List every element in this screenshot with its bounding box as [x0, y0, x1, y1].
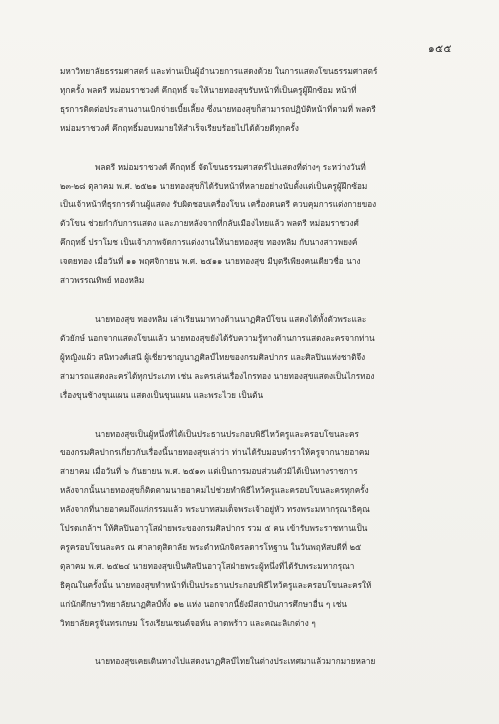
paragraph: นายทองสุขเป็นผู้หนึ่งที่ได้เป็นประธานประกอบพิธีไหว้ครูและครอบโขนละคร ของกรมศิลปากรเกี่ยวกับเรื่องนี้นายทองสุขเล่าว่า ท่านได้รับมอบตำราให้ครูจากนายอาคม สายาคม เมื่อวันที่ ๖ กันยายน พ.ศ. ๒๕๑๓ แต่เป็นการมอบส่วนตัวมิได้เป็นทางราชการ หลังจากนั้นนายทองสุขก็ติดตามนายอาคมไปช่วยทำพิธีไหว้ครูและครอบโขนละครทุกครั้ง หลังจากที่นายอาคมถึงแก่กรรมแล้ว พระบาทสมเด็จพระเจ้าอยู่หัว ทรงพระมหากรุณาธิคุณ โปรดเกล้าฯ ให้ศิลปินอาวุโสฝ่ายพระของกรมศิลปากร รวม ๕ คน เข้ารับพระราชทานเป็น ครูครอบโขนละคร ณ ศาลาดุสิดาลัย พระตำหนักจิตรลดารโหฐาน ในวันพฤหัสบดีที่ ๒๕ ตุลาคม พ.ศ. ๒๕๒๔ นายทองสุขเป็นศิลปินอาวุโสฝ่ายพระผู้หนึ่งที่ได้รับพระมหากรุณา ธิคุณในครั้งนั้น นายทองสุขทำหน้าที่เป็นประธานประกอบพิธีไหว้ครูและครอบโขนละครให้ แก่นักศึกษาวิทยาลัยนาฏศิลป์ทั้ง ๑๒ แห่ง นอกจากนี้ยังมีสถาบันการศึกษาอื่น ๆ เช่น วิทยาลัยครูจันทรเกษม โรงเรียนเซนต์จอห์น ลาดพร้าว และคณะลิเกต่าง ๆ [60, 428, 372, 628]
paragraph: นายทองสุขเคยเดินทางไปแสดงนาฏศิลป์ไทยในต่างประเทศมาแล้วมากมายหลาย [95, 656, 376, 667]
paragraph: พลตรี หม่อมราชวงศ์ คึกฤทธิ์ จัดโขนธรรมศาสตร์ไปแสดงที่ต่างๆ ระหว่างวันที่ ๒๓-๒๘ ตุลาคม พ.ศ. ๒๕๒๑ นายทองสุขก็ได้รับหน้าที่หลายอย่างนับตั้งแต่เป็นครูผู้ฝึกซ้อม เป็นเจ้าหน้าที่ธุรการด้านผู้แสดง รับผิดชอบเครื่องโขน เครื่องดนตรี ควบคุมการแต่งกายของ ตัวโขน ช่วยกำกับการแสดง และภายหลังจากที่กลับเมืองไทยแล้ว พลตรี หม่อมราชวงศ์ คึกฤทธิ์ ปราโมช เป็นเจ้าภาพจัดการแต่งงานให้นายทองสุข ทองหลิม กับนางสาวพยงค์ เจดยทอง เมื่อวันที่ ๑๑ พฤศจิกายน พ.ศ. ๒๕๑๑ นายทองสุข มีบุตรีเพียงคนเดียวชื่อ นาง สาวพรรณทิพย์ ทองหลิม [60, 161, 377, 286]
body-text [60, 62, 445, 691]
page-number: ๑๕๕ [427, 43, 452, 55]
paragraph: มหาวิทยาลัยธรรมศาสตร์ และท่านเป็นผู้อำนวยการแสดงด้วย ในการแสดงโขนธรรมศาสตร์ ทุกครั้ง พลตรี หม่อมราชวงศ์ คึกฤทธิ์ จะให้นายทองสุขรับหน้าที่เป็นครูผู้ฝึกซ้อม หน้าที่ ธุรการติดต่อประสานงานเบิกจ่ายเบี้ยเลี้ยง ซึ่งนายทองสุขก็สามารถปฏิบัติหน้าที่ตามที่ พลตรี หม่อมราชวงศ์ คึกฤทธิ์มอบหมายให้สำเร็จเรียบร้อยไปได้ด้วยดีทุกครั้ง [60, 66, 378, 133]
paragraph: นายทองสุข ทองหลิม เล่าเรียนมาทางด้านนาฏศิลป์โขน แสดงได้ทั้งตัวพระและ ตัวยักษ์ นอกจากแสดงโขนแล้ว นายทองสุขยังได้รับความรู้ทางด้านการแสดงละครจากท่าน ผู้หญิงแผ้ว สนิทวงศ์เสนี ผู้เชี่ยวชาญนาฏศิลป์ไทยของกรมศิลปากร และศิลปินแห่งชาติจึง สามารถแสดงละครได้ทุกประเภท เช่น ละครเล่นเรื่องไกรทอง นายทองสุขแสดงเป็นไกรทอง เรื่องขุนช้างขุนแผน แสดงเป็นขุนแผน และพระไวย เป็นต้น [60, 313, 375, 400]
